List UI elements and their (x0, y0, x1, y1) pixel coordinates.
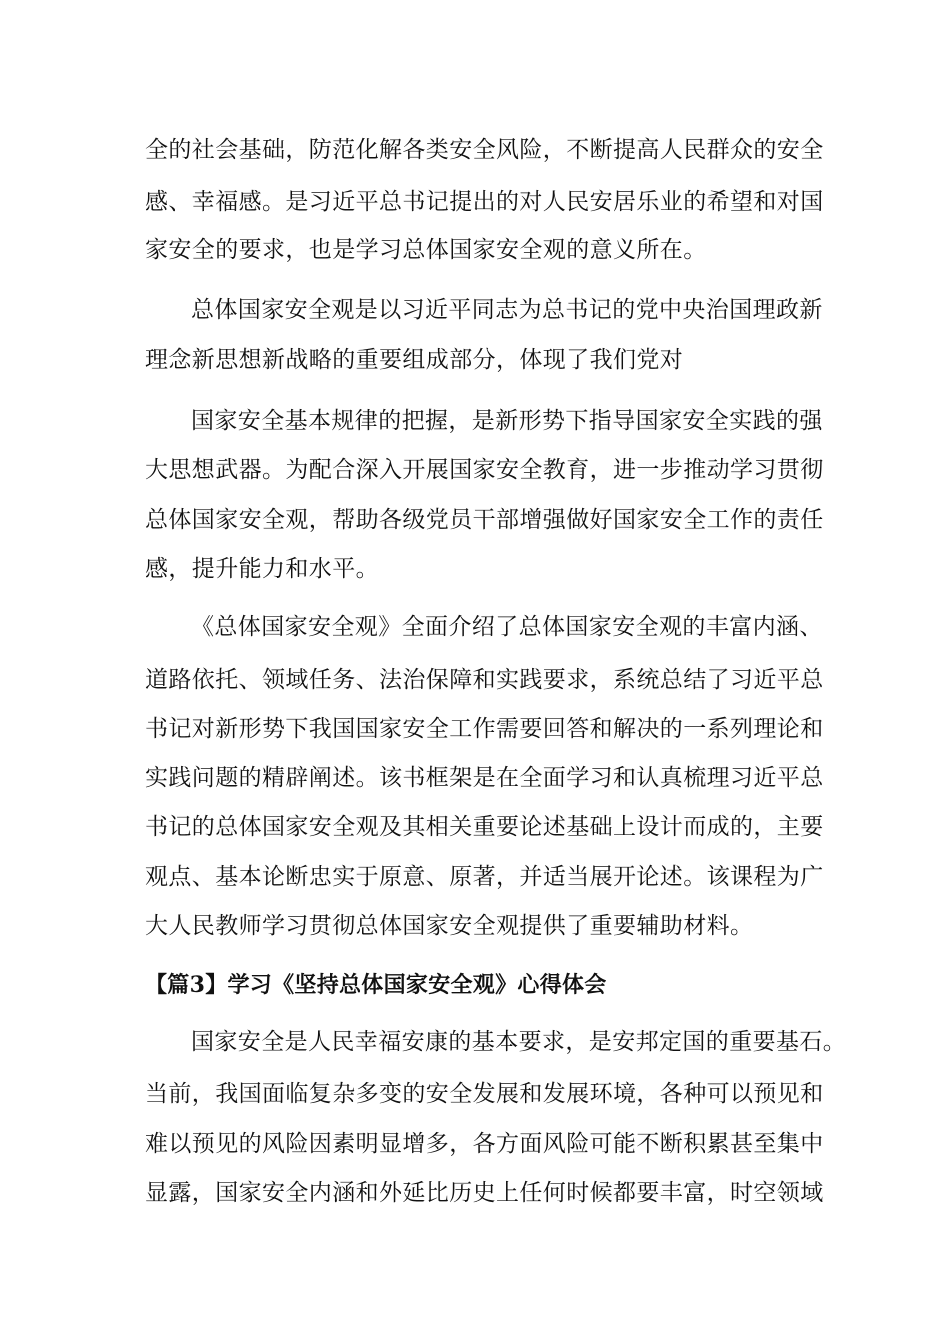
paragraph-line: 国家安全是人民幸福安康的基本要求，是安邦定国的重要基石。 (191, 1029, 847, 1055)
paragraph-line: 《总体国家安全观》全面介绍了总体国家安全观的丰富内涵、 (191, 614, 823, 640)
section-heading: 【篇3】学习《坚持总体国家安全观》心得体会 (145, 972, 607, 998)
paragraph-line: 难以预见的风险因素明显增多，各方面风险可能不断积累甚至集中 (145, 1131, 824, 1157)
paragraph-line: 理念新思想新战略的重要组成部分，体现了我们党对 (145, 347, 684, 373)
paragraph-line: 书记对新形势下我国国家安全工作需要回答和解决的一系列理论和 (145, 716, 824, 742)
paragraph-line: 实践问题的精辟阐述。该书框架是在全面学习和认真梳理习近平总 (145, 765, 824, 791)
paragraph-line: 道路依托、领域任务、法治保障和实践要求，系统总结了习近平总 (145, 667, 824, 693)
paragraph-line: 全的社会基础，防范化解各类安全风险，不断提高人民群众的安全 (145, 137, 824, 163)
paragraph-line: 显露，国家安全内涵和外延比历史上任何时候都要丰富，时空领域 (145, 1180, 824, 1206)
paragraph-line: 总体国家安全观是以习近平同志为总书记的党中央治国理政新 (191, 297, 823, 323)
paragraph-line: 书记的总体国家安全观及其相关重要论述基础上设计而成的，主要 (145, 814, 824, 840)
paragraph-line: 大人民教师学习贯彻总体国家安全观提供了重要辅助材料。 (145, 913, 754, 939)
paragraph-line: 感，提升能力和水平。 (145, 556, 379, 582)
paragraph-line: 大思想武器。为配合深入开展国家安全教育，进一步推动学习贯彻 (145, 457, 824, 483)
paragraph-line: 家安全的要求，也是学习总体国家安全观的意义所在。 (145, 237, 707, 263)
paragraph-line: 当前，我国面临复杂多变的安全发展和发展环境，各种可以预见和 (145, 1081, 824, 1107)
paragraph-line: 感、幸福感。是习近平总书记提出的对人民安居乐业的希望和对国 (145, 189, 824, 215)
paragraph-line: 观点、基本论断忠实于原意、原著，并适当展开论述。该课程为广 (145, 864, 824, 890)
paragraph-line: 国家安全基本规律的把握，是新形势下指导国家安全实践的强 (191, 408, 823, 434)
paragraph-line: 总体国家安全观，帮助各级党员干部增强做好国家安全工作的责任 (145, 507, 824, 533)
